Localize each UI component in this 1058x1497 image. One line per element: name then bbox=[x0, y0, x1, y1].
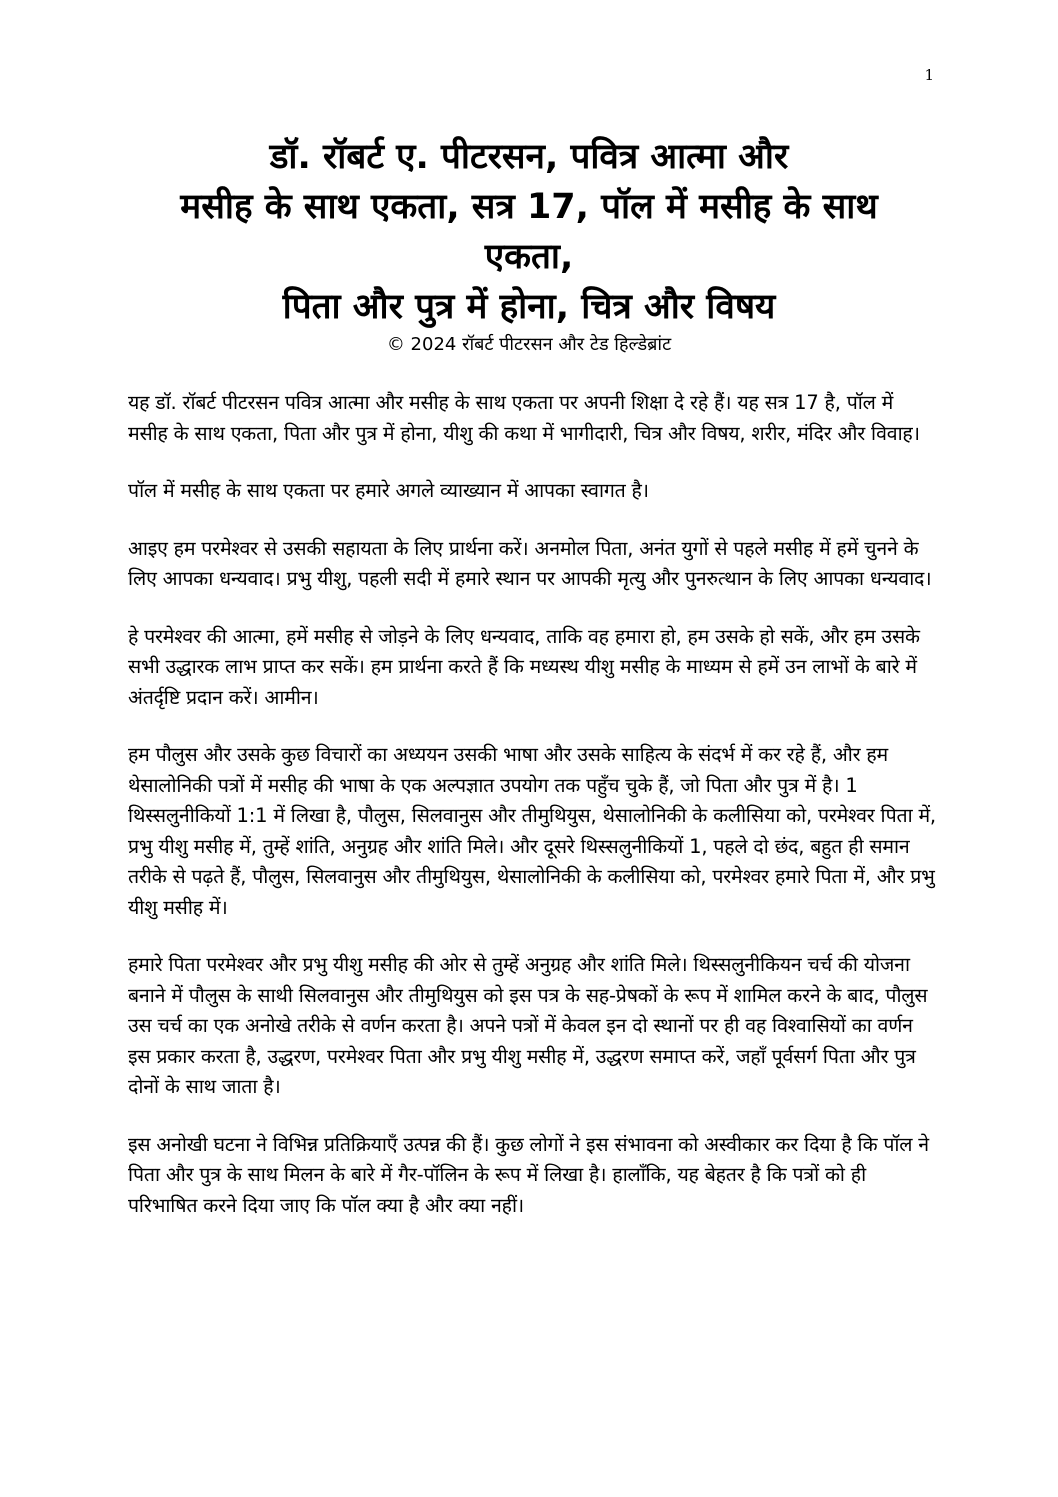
paragraph-grace-peace: हमारे पिता परमेश्वर और प्रभु यीशु मसीह की ओर से तुम्हें अनुग्रह और शांति मिले। थिस्सलुनीकियन चर्च की योजना बनाने में पौलुस के साथी सिलवानुस और तीमुथियुस को इस पत्र के सह-प्रेषकों के रूप में शामिल करने के बाद, पौलुस उस चर्च का एक अनोखे तरीके से वर्णन करता है। अपने पत्रों में केवल इन दो स्थानों पर ही वह विश्वासियों का वर्णन इस प्रकार करता है, उद्धरण, परमेश्वर पिता और प्रभु यीशु मसीह में, उद्धरण समाप्त करें, जहाँ पूर्वसर्ग पिता और पुत्र दोनों के साथ जाता है। bbox=[128, 953, 928, 1098]
paragraph-intro: यह डॉ. रॉबर्ट पीटरसन पवित्र आत्मा और मसीह के साथ एकता पर अपनी शिक्षा दे रहे हैं। यह सत्र 17 है, पॉल में मसीह के साथ एकता, पिता और पुत्र में होना, यीशु की कथा में भागीदारी, चित्र और विषय, शरीर, मंदिर और विवाह। bbox=[128, 391, 920, 445]
title-line-3: एकता, bbox=[484, 237, 574, 277]
title-line-1: डॉ. रॉबर्ट ए. पीटरसन, पवित्र आत्मा और bbox=[269, 137, 789, 177]
paragraph-thessalonians: हम पौलुस और उसके कुछ विचारों का अध्ययन उसकी भाषा और उसके साहित्य के संदर्भ में कर रहे हैं, और हम थेसालोनिकी पत्रों में मसीह की भाषा के एक अल्पज्ञात उपयोग तक पहुँच चुके हैं, जो पिता और पुत्र में है। 1 थिस्सलुनीकियों 1:1 में लिखा है, पौलुस, सिलवानुस और तीमुथियुस, थेसालोनिकी के कलीसिया को, परमेश्वर पिता में, प्रभु यीशु मसीह में, तुम्हें शांति, अनुग्रह और शांति मिले। और दूसरे थिस्सलुनीकियों 1, पहले दो छंद, बहुत ही समान तरीके से पढ़ते हैं, पौलुस, सिलवानुस और तीमुथियुस, थेसालोनिकी के कलीसिया को, परमेश्वर हमारे पिता में, और प्रभु यीशु मसीह में। bbox=[128, 743, 936, 919]
title-line-2: मसीह के साथ एकता, सत्र 17, पॉल में मसीह के साथ bbox=[180, 187, 878, 227]
copyright-notice: © 2024 रॉबर्ट पीटरसन और टेड हिल्डेब्रांट bbox=[386, 334, 672, 355]
title-block bbox=[80, 132, 978, 358]
page-number: 1 bbox=[924, 66, 934, 84]
paragraph-prayer: आइए हम परमेश्वर से उसकी सहायता के लिए प्रार्थना करें। अनमोल पिता, अनंत युगों से पहले मसीह में हमें चुनने के लिए आपका धन्यवाद। प्रभु यीशु, पहली सदी में हमारे स्थान पर आपकी मृत्यु और पुनरुत्थान के लिए आपका धन्यवाद। bbox=[128, 536, 932, 590]
paragraph-prayer-spirit: हे परमेश्वर की आत्मा, हमें मसीह से जोड़ने के लिए धन्यवाद, ताकि वह हमारा हो, हम उसके हो सकें, और हम उसके सभी उद्धारक लाभ प्राप्त कर सकें। हम प्रार्थना करते हैं कि मध्यस्थ यीशु मसीह के माध्यम से हमें उन लाभों के बारे में अंतर्दृष्टि प्रदान करें। आमीन। bbox=[128, 624, 920, 709]
document-body bbox=[128, 388, 936, 1248]
paragraph-welcome: पॉल में मसीह के साथ एकता पर हमारे अगले व्याख्यान में आपका स्वागत है। bbox=[128, 479, 649, 502]
paragraph-reactions: इस अनोखी घटना ने विभिन्न प्रतिक्रियाएँ उत्पन्न की हैं। कुछ लोगों ने इस संभावना को अस्वीकार कर दिया है कि पॉल ने पिता और पुत्र के साथ मिलन के बारे में गैर-पॉलिन के रूप में लिखा है। हालाँकि, यह बेहतर है कि पत्रों को ही परिभाषित करने दिया जाए कि पॉल क्या है और क्या नहीं। bbox=[128, 1132, 929, 1217]
title-line-4: पिता और पुत्र में होना, चित्र और विषय bbox=[282, 287, 776, 327]
